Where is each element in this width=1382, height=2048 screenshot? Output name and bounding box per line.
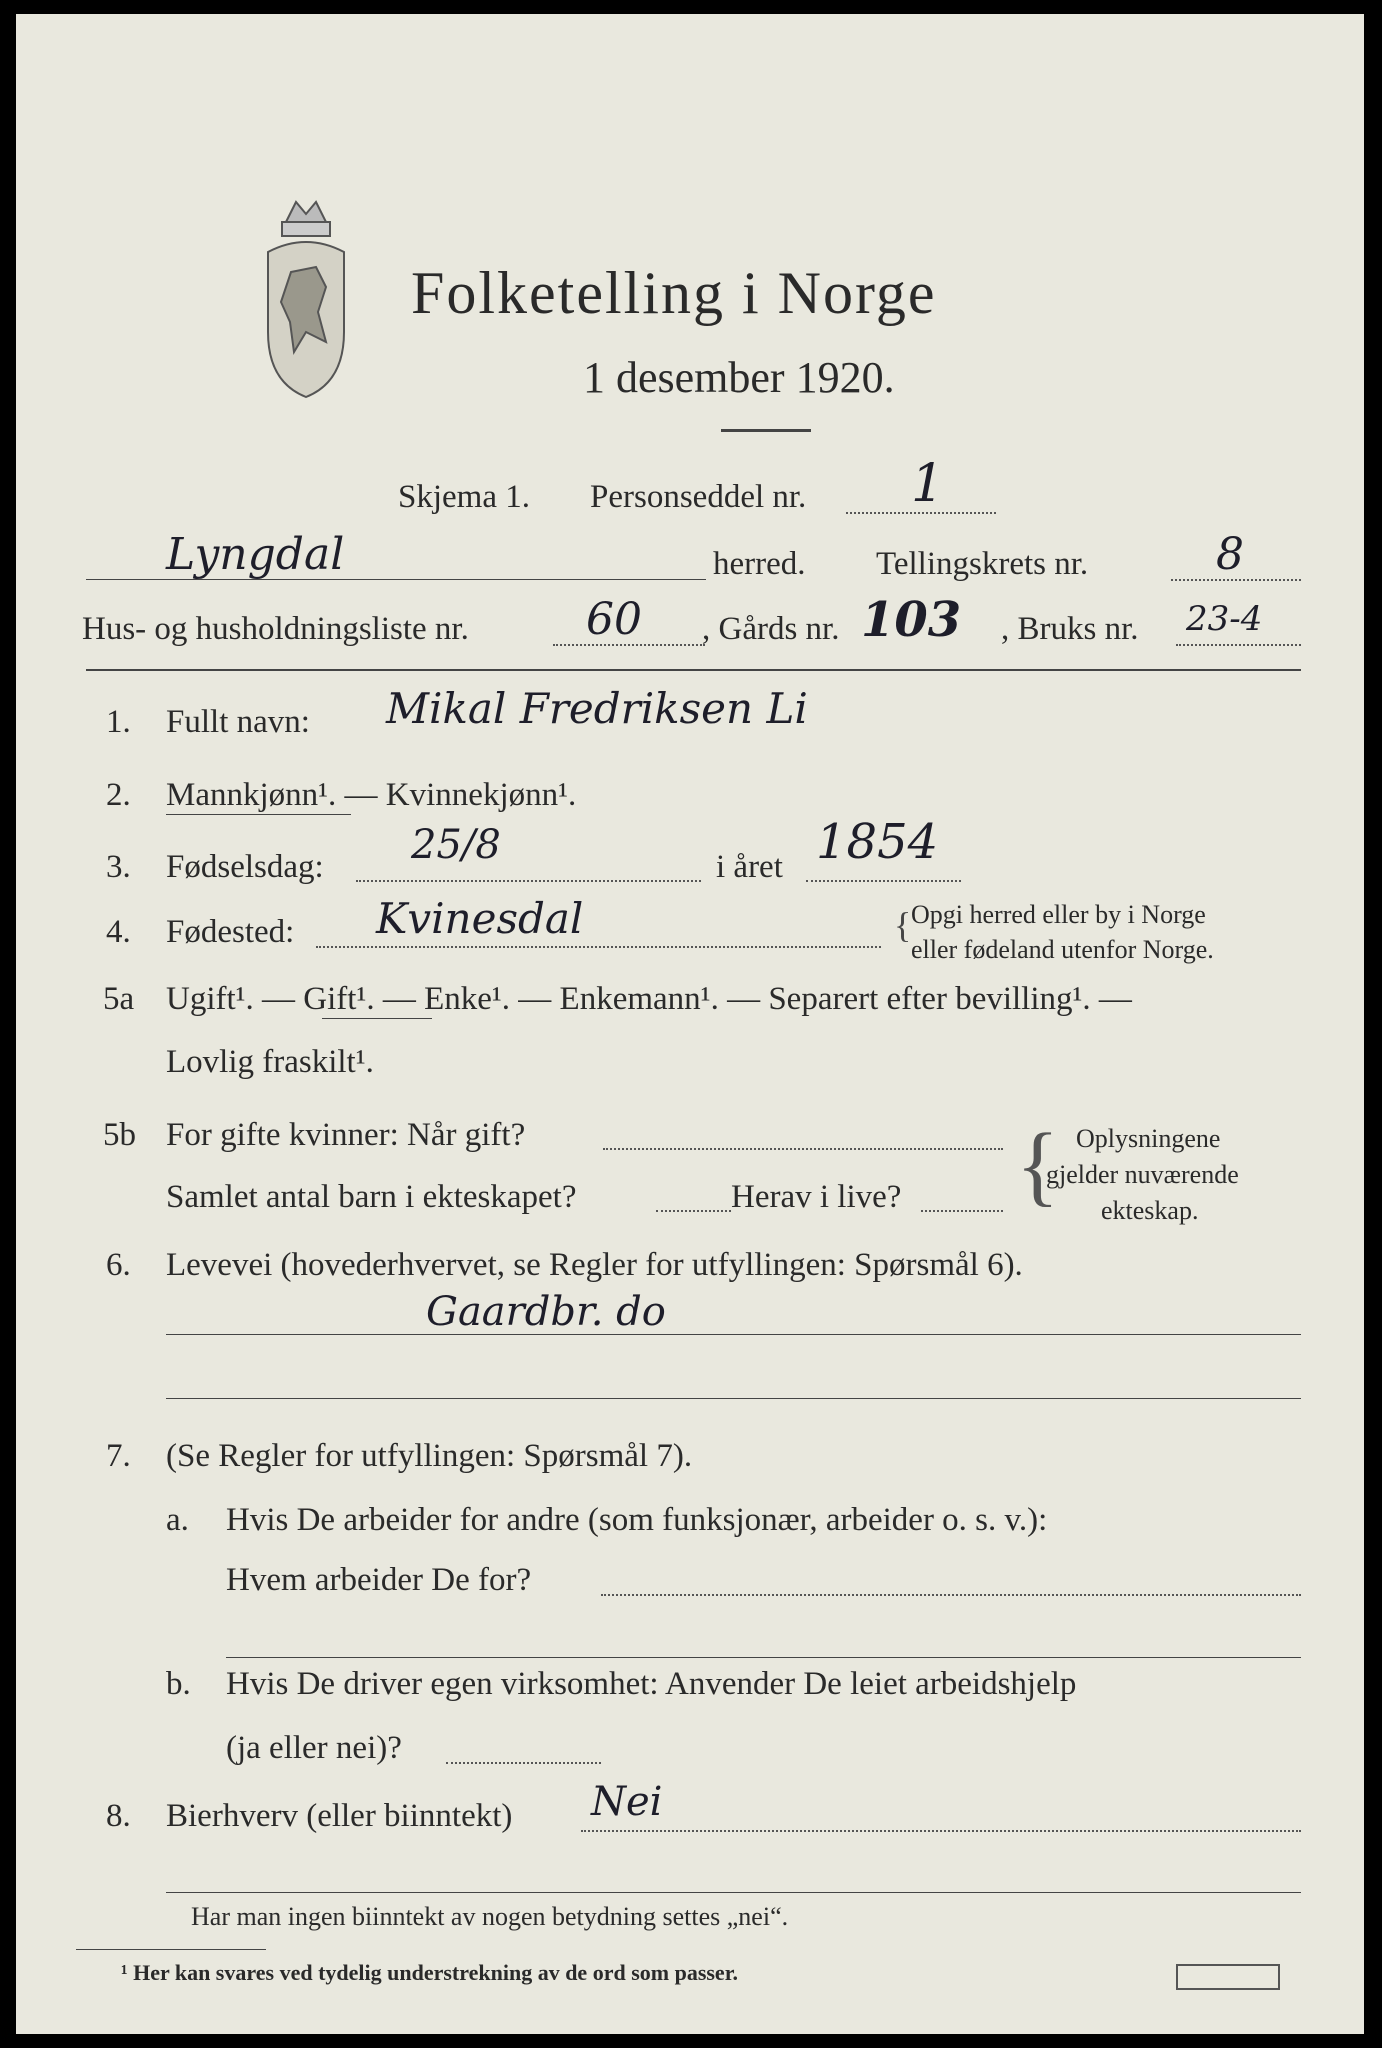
q5b-note-1: Oplysningene (1076, 1124, 1221, 1153)
q3-number: 3. (106, 849, 131, 885)
q7a-label: Hvis De arbeider for andre (som funksjonær, arbeider o. s. v.): (226, 1502, 1048, 1538)
bruks-label: , Bruks nr. (1001, 611, 1139, 647)
hus-value: 60 (586, 594, 642, 645)
q4-label: Fødested: (166, 914, 295, 950)
gards-label: , Gårds nr. (702, 611, 840, 647)
q3-line (356, 880, 701, 882)
q7a-number: a. (166, 1502, 189, 1538)
q7b-label-2: (ja eller nei)? (226, 1730, 402, 1766)
q5a-label: Ugift¹. — Gift¹. — Enke¹. — Enkemann¹. — Separert efter bevilling¹. — (166, 981, 1132, 1017)
q4-line (316, 946, 881, 948)
q2-number: 2. (106, 777, 131, 813)
title-rule (721, 429, 811, 432)
q4-value: Kvinesdal (376, 894, 584, 943)
footnote: ¹ Her kan svares ved tydelig understrekning av de ord som passer. (121, 1960, 738, 1985)
q8-line (581, 1830, 1301, 1832)
q8-number: 8. (106, 1798, 131, 1834)
q7b-number: b. (166, 1666, 191, 1702)
personseddel-value: 1 (911, 454, 945, 514)
census-form (16, 14, 1364, 2034)
q5b-label-2: Samlet antal barn i ekteskapet? (166, 1179, 577, 1215)
q8-label: Bierhverv (eller biinntekt) (166, 1798, 513, 1834)
q5a-underline (322, 1018, 432, 1019)
tellingskrets-value: 8 (1216, 529, 1244, 580)
form-title: Folketelling i Norge (411, 260, 937, 326)
q3-value: 25/8 (411, 822, 501, 868)
q5b-label: For gifte kvinner: Når gift? (166, 1117, 526, 1153)
bruks-line (1176, 644, 1301, 646)
herred-label: herred. (713, 546, 806, 582)
q3-year-label: i året (716, 849, 783, 885)
q5b-note-3: ekteskap. (1101, 1196, 1199, 1225)
q2-label: Mannkjønn¹. — Kvinnekjønn¹. (166, 777, 577, 813)
census-date: 1 desember 1920. (583, 353, 895, 402)
q7-label: (Se Regler for utfyllingen: Spørsmål 7). (166, 1438, 693, 1474)
q7a-label-2: Hvem arbeider De for? (226, 1562, 532, 1598)
q5b-line-1 (603, 1148, 1003, 1150)
q6-value: Gaardbr. do (426, 1289, 666, 1335)
q3-label: Fødselsdag: (166, 849, 324, 885)
q4-number: 4. (106, 914, 131, 950)
q1-value: Mikal Fredriksen Li (386, 684, 808, 733)
q5b-note-2: gjelder nuværende (1046, 1160, 1239, 1189)
q7b-line (446, 1762, 601, 1764)
header-divider (86, 669, 1301, 671)
q6-line-2 (166, 1398, 1301, 1399)
q5a-number: 5a (103, 981, 135, 1017)
q3-year-line (806, 880, 961, 882)
q7a-line-2 (226, 1657, 1301, 1658)
skjema-label: Skjema 1. (398, 479, 530, 515)
q3-year-value: 1854 (816, 814, 939, 870)
q7a-line-1 (601, 1594, 1301, 1596)
footnote-rule (76, 1949, 266, 1950)
coat-of-arms-icon (246, 192, 366, 412)
printer-stamp-icon (1176, 1964, 1280, 1990)
q8-value: Nei (591, 1779, 663, 1825)
q4-note-2: eller fødeland utenfor Norge. (911, 935, 1214, 964)
q8-note: Har man ingen biinntekt av nogen betydning settes „nei“. (191, 1902, 789, 1931)
herred-value: Lyngdal (166, 529, 345, 580)
q7b-label: Hvis De driver egen virksomhet: Anvender De leiet arbeidshjelp (226, 1666, 1077, 1702)
q6-number: 6. (106, 1247, 131, 1283)
personseddel-label: Personseddel nr. (590, 479, 807, 515)
gards-value: 103 (861, 592, 962, 648)
tellingskrets-label: Tellingskrets nr. (876, 546, 1089, 582)
q6-label: Levevei (hovederhvervet, se Regler for utfyllingen: Spørsmål 6). (166, 1247, 1023, 1283)
q4-brace: { (894, 905, 912, 945)
q5b-brace: { (1016, 1116, 1060, 1215)
q1-label: Fullt navn: (166, 704, 310, 740)
hus-label: Hus- og husholdningsliste nr. (82, 611, 469, 647)
q5b-number: 5b (103, 1117, 136, 1153)
q5a-label-2: Lovlig fraskilt¹. (166, 1044, 374, 1080)
q5b-label-3: Herav i live? (731, 1179, 902, 1215)
q6-line-1 (166, 1334, 1301, 1335)
q1-number: 1. (106, 704, 131, 740)
q8-line-2 (166, 1892, 1301, 1893)
q5b-line-2 (656, 1210, 731, 1212)
q7-number: 7. (106, 1438, 131, 1474)
q5b-line-3 (921, 1210, 1003, 1212)
q2-underline (166, 814, 351, 815)
q4-note-1: Opgi herred eller by i Norge (911, 900, 1206, 929)
bruks-value: 23-4 (1186, 599, 1263, 639)
